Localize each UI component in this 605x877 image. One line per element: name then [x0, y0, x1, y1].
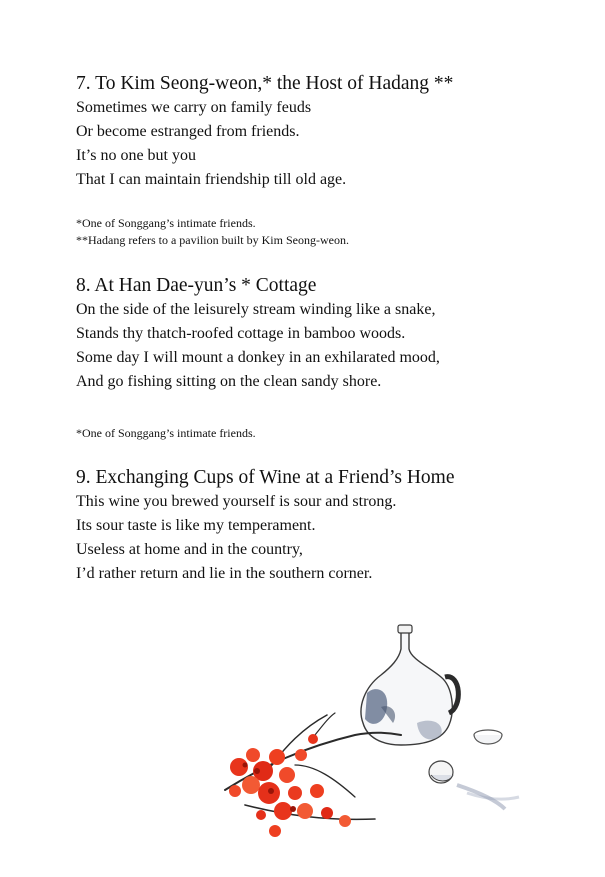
poem-9-line-1: This wine you brewed yourself is sour and strong. — [76, 493, 397, 510]
poem-7-footnote-2: **Hadang refers to a pavilion built by Kim Seong-weon. — [76, 233, 349, 247]
wine-cup-icon — [429, 730, 519, 809]
poem-7-line-4: That I can maintain friendship till old age. — [76, 171, 347, 188]
wine-bottle-icon — [361, 625, 458, 745]
plum-blossoms — [229, 734, 351, 837]
poem-8-line-2: Stands thy thatch-roofed cottage in bamboo woods. — [76, 325, 406, 342]
poem-8-line-3: Some day I will mount a donkey in an exhilarated mood, — [76, 349, 440, 366]
poem-7-line-1: Sometimes we carry on family feuds — [76, 99, 312, 116]
poem-7-line-3: It’s no one but you — [76, 147, 196, 164]
poem-9-line-3: Useless at home and in the country, — [76, 541, 303, 558]
poem-9-title: 9. Exchanging Cups of Wine at a Friend’s Home — [76, 467, 455, 488]
poem-7-title: 7. To Kim Seong-weon,* the Host of Hadang ** — [76, 73, 454, 94]
wine-and-blossom-illustration — [205, 615, 535, 855]
poem-7-footnote-1: *One of Songgang’s intimate friends. — [76, 216, 256, 230]
poem-8-line-4: And go fishing sitting on the clean sandy shore. — [76, 373, 382, 390]
poem-7-line-2: Or become estranged from friends. — [76, 123, 300, 140]
poem-8-footnote-1: *One of Songgang’s intimate friends. — [76, 426, 256, 440]
poem-8-title: 8. At Han Dae-yun’s * Cottage — [76, 275, 317, 296]
poem-9-line-4: I’d rather return and lie in the southern corner. — [76, 565, 373, 582]
poem-8-line-1: On the side of the leisurely stream winding like a snake, — [76, 301, 436, 318]
poem-9-line-2: Its sour taste is like my temperament. — [76, 517, 316, 534]
